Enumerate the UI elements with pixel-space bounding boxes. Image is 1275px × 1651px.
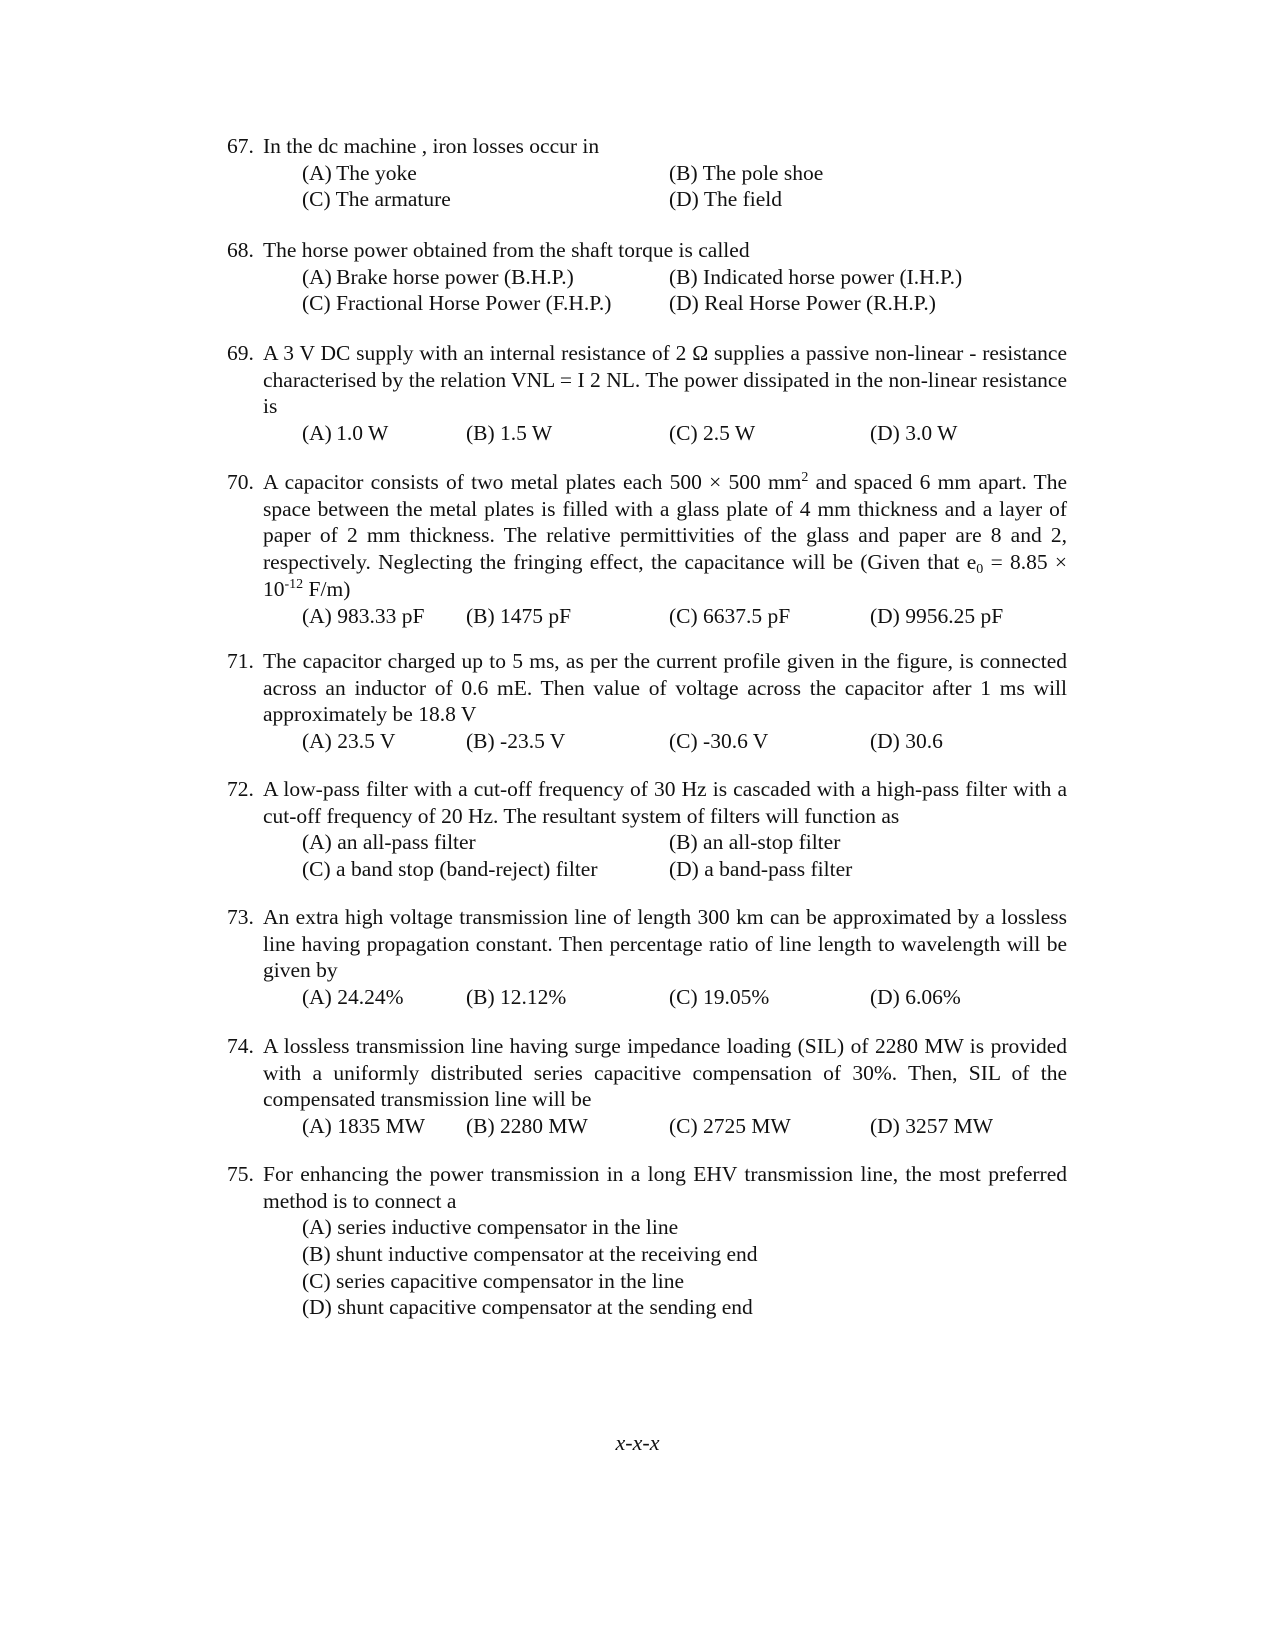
question-text: In the dc machine , iron losses occur in [263,134,600,158]
option-c: (C) Fractional Horse Power (F.H.P.) [302,291,612,316]
option-c: (C) 2725 MW [669,1114,791,1139]
end-of-paper-mark: x-x-x [615,1430,660,1455]
option-a: (A) an all-pass filter [302,830,476,855]
question-number: 69. [227,341,254,365]
question-68 [227,237,1067,317]
question-number: 71. [227,649,254,673]
option-b: (B) shunt inductive compensator at the receiving end [302,1242,758,1267]
question-text: An extra high voltage transmission line of length 300 km can be approximated by a lossless line having propagation constant. Then percentage ratio of line length to wavelength will be given by [263,905,1067,983]
options-row [302,1113,1067,1140]
option-c: (C) 6637.5 pF [669,603,791,628]
question-number: 70. [227,470,254,494]
question-number: 74. [227,1034,254,1058]
question-75 [227,1161,1067,1321]
option-d: (D) The field [669,187,783,212]
option-b: (B) 1475 pF [466,603,572,628]
question-text: For enhancing the power transmission in a long EHV transmission line, the most preferred method is to connect a [263,1162,1067,1213]
option-a: (A) 23.5 V [302,729,396,754]
options-row [302,264,1067,291]
question-text: A low-pass filter with a cut-off frequency of 30 Hz is cascaded with a high-pass filter with a cut-off frequency of 20 Hz. The resultant system of filters will function as [263,777,1067,828]
option-b: (B) 1.5 W [466,421,553,446]
option-d: (D) Real Horse Power (R.H.P.) [669,291,936,316]
options-row [302,186,1067,213]
question-number: 72. [227,777,254,801]
option-d: (D) 30.6 [870,729,943,754]
question-67 [227,133,1067,213]
options-row [302,290,1067,317]
question-71 [227,648,1067,755]
option-b: (B) -23.5 V [466,729,566,754]
question-69 [227,340,1067,447]
option-c: (C) The armature [302,187,451,212]
question-72 [227,776,1067,883]
question-text: The horse power obtained from the shaft torque is called [263,238,750,262]
question-text: A lossless transmission line having surge impedance loading (SIL) of 2280 MW is provided with a uniformly distributed series capacitive compensation of 30%. Then, SIL of the compensated transmission line will be [263,1034,1067,1112]
option-b: (B) Indicated horse power (I.H.P.) [669,264,963,289]
option-b: (B) an all-stop filter [669,830,841,855]
options-row [302,829,1067,856]
question-number: 68. [227,238,254,262]
option-a: (A) Brake horse power (B.H.P.) [302,264,574,289]
option-a: (A) 1.0 W [302,421,389,446]
option-d: (D) 3257 MW [870,1114,994,1139]
option-c: (C) -30.6 V [669,729,769,754]
options-row [302,603,1067,630]
option-c: (C) 2.5 W [669,421,756,446]
question-number: 73. [227,905,254,929]
options-row [302,728,1067,755]
question-number: 75. [227,1162,254,1186]
option-a: (A) series inductive compensator in the line [302,1215,679,1240]
option-d: (D) a band-pass filter [669,857,853,882]
question-text: A capacitor consists of two metal plates each 500 × 500 $mm^2$ and spaced 6 mm apart. The space between the metal plates is filled with a glass plate of 4 mm thickness and a layer of paper of 2 mm thickness. The relative permittivities of the glass and paper are 8 and 2, respectively. Neglecting the fringing effect, the capacitance will be (Given that $e_0 = 8.85 \times 10^{-12}$ F/m) [263,470,1067,601]
option-c: (C) a band stop (band-reject) filter [302,857,598,882]
option-d: (D) shunt capacitive compensator at the sending end [302,1295,753,1320]
options-row [302,420,1067,447]
options-list [302,1214,1067,1321]
options-row [302,984,1067,1011]
option-c: (C) 19.05% [669,985,770,1010]
option-d: (D) 9956.25 pF [870,603,1004,628]
question-text: A 3 V DC supply with an internal resistance of 2 Ω supplies a passive non-linear - resistance characterised by the relation VNL = I 2 NL. The power dissipated in the non-linear resistance is [263,341,1067,419]
question-number: 67. [227,134,254,158]
question-70 [227,469,1067,629]
option-a: (A) 24.24% [302,985,404,1010]
option-b: (B) 12.12% [466,985,567,1010]
question-73 [227,904,1067,1011]
option-d: (D) 6.06% [870,985,961,1010]
option-b: (B) 2280 MW [466,1114,588,1139]
option-a: (A) The yoke [302,160,417,185]
option-a: (A) 983.33 pF [302,603,425,628]
option-a: (A) 1835 MW [302,1114,426,1139]
question-text: The capacitor charged up to 5 ms, as per the current profile given in the figure, is connected across an inductor of 0.6 mE. Then value of voltage across the capacitor after 1 ms will approximately be 18.8 V [263,649,1067,727]
question-74 [227,1033,1067,1140]
options-row [302,856,1067,883]
option-d: (D) 3.0 W [870,421,958,446]
option-c: (C) series capacitive compensator in the line [302,1268,685,1293]
options-row [302,160,1067,187]
option-b: (B) The pole shoe [669,160,824,185]
